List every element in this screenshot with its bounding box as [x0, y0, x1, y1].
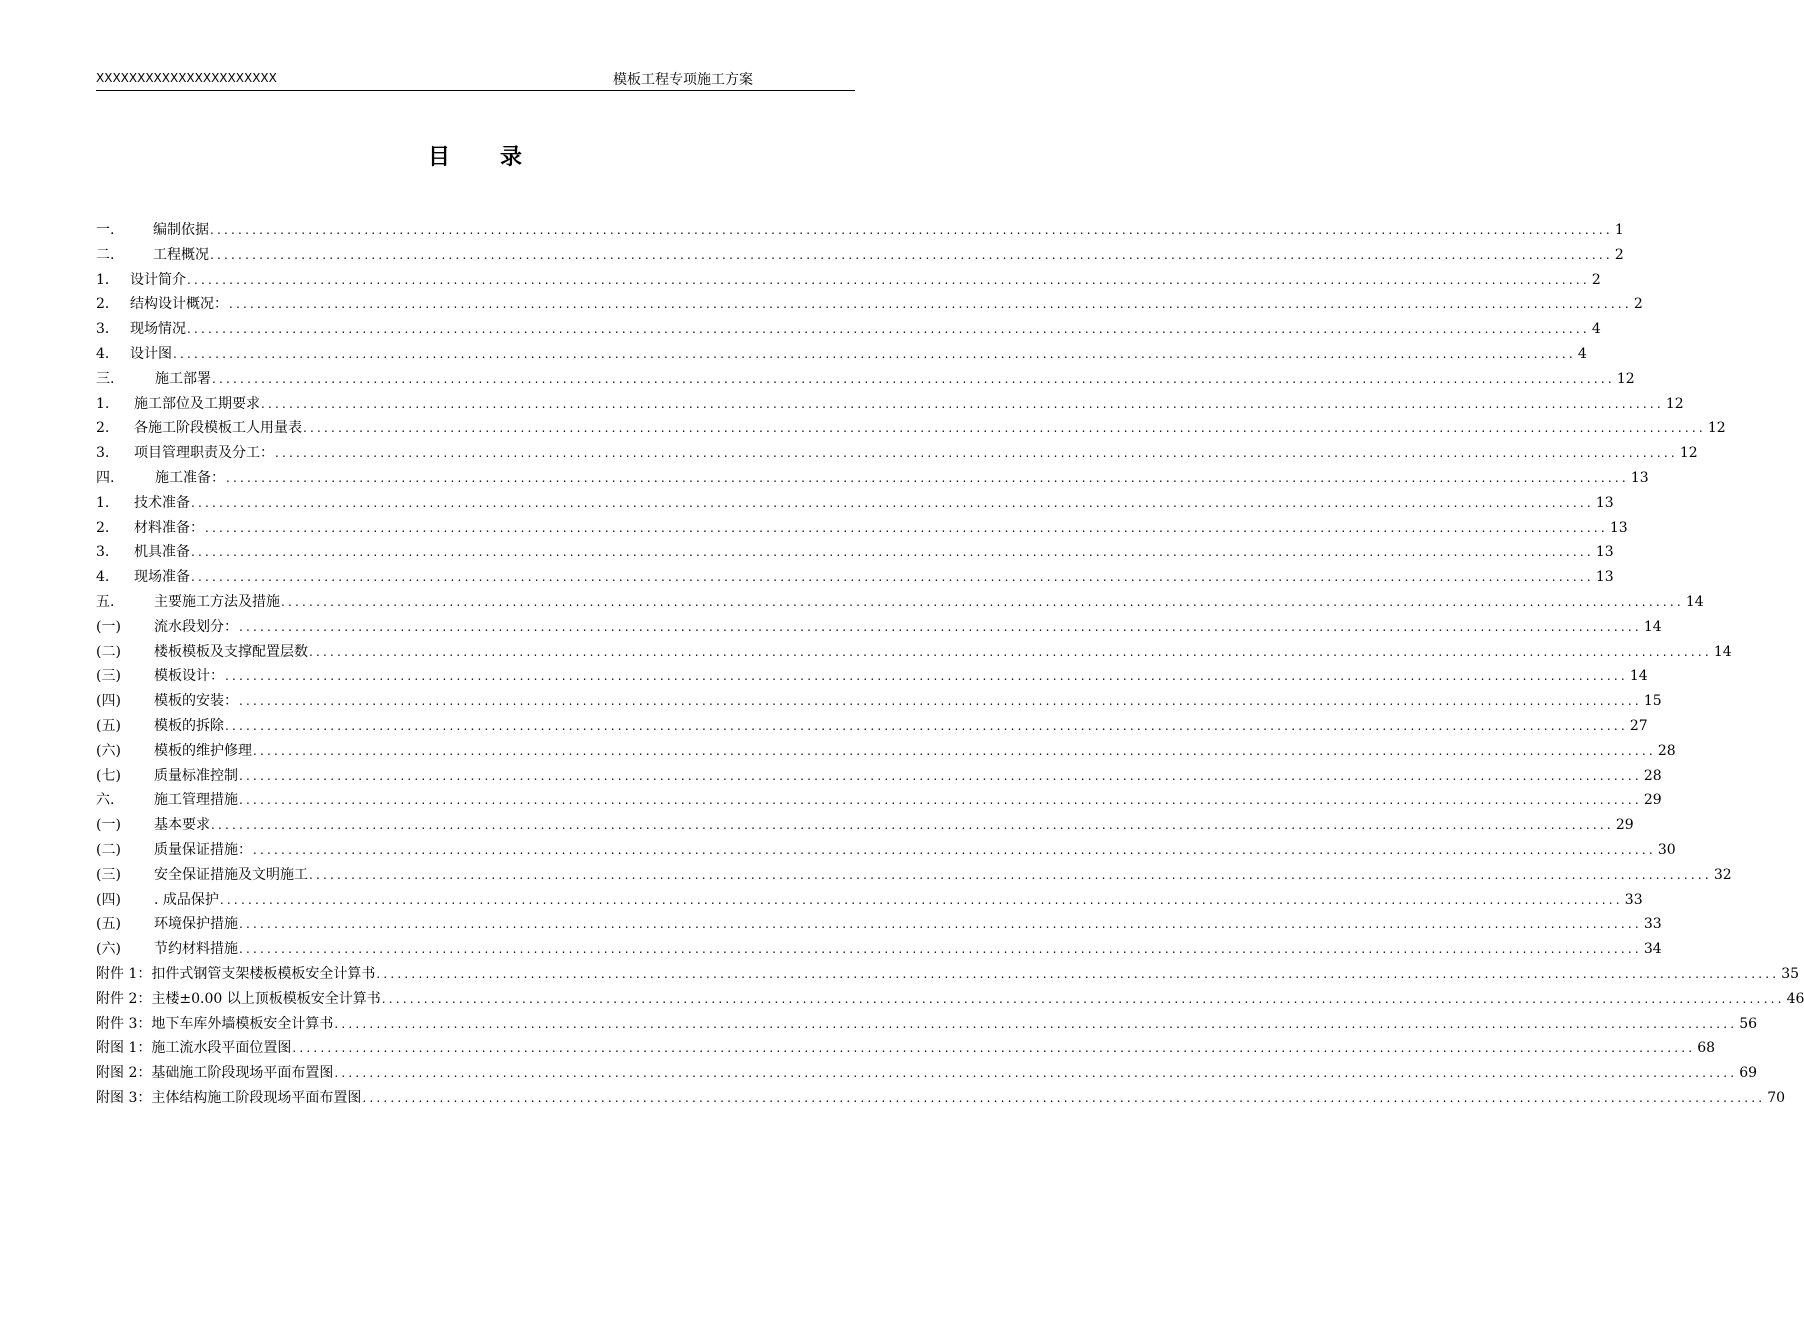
toc-leader-dots: ........................................................................................................................................................................................................ — [253, 743, 1656, 758]
toc-entry-page: 12 — [1665, 395, 1684, 412]
toc-entry-number: (五) — [96, 916, 121, 933]
toc-entry-page: 27 — [1629, 717, 1648, 734]
toc-entry-page: 13 — [1609, 519, 1628, 536]
toc-entry-page: 1 — [1614, 222, 1624, 238]
toc-entry-number: (四) — [96, 891, 121, 908]
toc-entry[interactable] — [96, 368, 1635, 393]
toc-leader-dots: ........................................................................................................................................................................................................ — [334, 1066, 1738, 1081]
toc-leader-dots: ........................................................................................................................................................................................................ — [239, 793, 1642, 808]
toc-entry-page: 4 — [1577, 345, 1587, 362]
toc-entry-number: (三) — [96, 668, 121, 685]
toc-entry[interactable] — [96, 343, 1587, 368]
toc-entry[interactable] — [96, 988, 1804, 1013]
toc-entry-number: (一) — [96, 817, 121, 834]
toc-leader-dots: ........................................................................................................................................................................................................ — [309, 644, 1712, 659]
toc-entry-page: 12 — [1679, 445, 1698, 462]
toc-entry[interactable] — [96, 690, 1662, 715]
toc-entry-label: 施工管理措施 — [154, 792, 238, 809]
toc-entry-label: 安全保证措施及文明施工 — [154, 866, 308, 883]
toc-leader-dots: ........................................................................................................................................................................................................ — [334, 1016, 1738, 1031]
toc-entry-number: 四. — [96, 469, 115, 486]
toc-leader-dots: ........................................................................................................................................................................................................ — [292, 1041, 1696, 1056]
toc-entry-label: 编制依据 — [153, 222, 209, 238]
toc-entry-page: 12 — [1707, 420, 1726, 437]
toc-leader-dots: ........................................................................................................................................................................................................ — [229, 297, 1632, 312]
toc-leader-dots: ........................................................................................................................................................................................................ — [225, 669, 1628, 684]
toc-entry-label: 附件 2：主楼±0.00 以上顶板模板安全计算书 — [96, 990, 381, 1007]
toc-entry-label: 施工准备： — [155, 469, 225, 486]
toc-leader-dots: ........................................................................................................................................................................................................ — [281, 594, 1684, 609]
toc-entry-page: 15 — [1643, 693, 1662, 710]
toc-entry[interactable] — [96, 963, 1800, 988]
toc-entry-page: 56 — [1739, 1015, 1758, 1032]
toc-entry-label: 质量标准控制 — [154, 767, 238, 784]
toc-entry-label: 附图 1：施工流水段平面位置图 — [96, 1040, 292, 1057]
toc-leader-dots: ........................................................................................................................................................................................................ — [187, 272, 1590, 287]
toc-entry-page: 29 — [1643, 792, 1662, 809]
table-of-contents — [96, 219, 1804, 1112]
toc-entry[interactable] — [96, 814, 1634, 839]
toc-entry-number: 五. — [96, 593, 115, 610]
toc-entry[interactable] — [96, 492, 1614, 517]
toc-entry-label: 各施工阶段模板工人用量表 — [134, 420, 302, 437]
toc-title: 目录 — [427, 145, 572, 170]
toc-entry-number: 2． — [96, 296, 119, 313]
toc-entry[interactable] — [96, 1037, 1716, 1062]
toc-entry[interactable] — [96, 591, 1704, 616]
toc-entry-number: 1． — [96, 271, 119, 288]
toc-entry[interactable] — [96, 913, 1662, 938]
toc-entry-number: 2. — [96, 420, 110, 437]
toc-entry-label: 楼板模板及支撑配置层数 — [154, 643, 308, 660]
toc-entry-page: 13 — [1595, 494, 1614, 511]
toc-entry-number: (三) — [96, 866, 121, 883]
toc-entry-label: 附图 3：主体结构施工阶段现场平面布置图 — [96, 1089, 362, 1106]
toc-entry-page: 13 — [1595, 569, 1614, 586]
toc-entry-page: 14 — [1685, 593, 1704, 610]
toc-leader-dots: ........................................................................................................................................................................................................ — [212, 371, 1615, 386]
toc-entry[interactable] — [96, 442, 1698, 467]
toc-leader-dots: ........................................................................................................................................................................................................ — [226, 470, 1629, 485]
toc-entry-page: 33 — [1624, 891, 1643, 908]
toc-leader-dots: ........................................................................................................................................................................................................ — [210, 223, 1613, 237]
toc-entry[interactable] — [96, 889, 1643, 914]
toc-entry[interactable] — [96, 219, 1624, 244]
toc-entry-number: 3． — [96, 321, 119, 338]
toc-entry[interactable] — [96, 566, 1614, 591]
toc-entry-label: 现场准备 — [134, 569, 190, 586]
toc-entry-page: 13 — [1630, 469, 1649, 486]
toc-entry-label: 模板的拆除 — [154, 717, 224, 734]
toc-entry-number: (五) — [96, 717, 121, 734]
toc-entry[interactable] — [96, 1013, 1758, 1038]
toc-entry[interactable] — [96, 789, 1662, 814]
toc-entry[interactable] — [96, 293, 1643, 318]
toc-leader-dots: ........................................................................................................................................................................................................ — [309, 867, 1712, 882]
toc-entry-label: 质量保证措施： — [154, 841, 252, 858]
toc-entry-number: 3. — [96, 544, 110, 561]
toc-leader-dots: ........................................................................................................................................................................................................ — [261, 396, 1664, 411]
toc-leader-dots: ........................................................................................................................................................................................................ — [191, 570, 1594, 585]
toc-leader-dots: ........................................................................................................................................................................................................ — [191, 545, 1594, 560]
toc-entry-page: 28 — [1643, 767, 1662, 784]
toc-leader-dots: ........................................................................................................................................................................................................ — [381, 991, 1785, 1006]
toc-entry-label: 现场情况 — [130, 321, 186, 338]
toc-entry[interactable] — [96, 393, 1684, 418]
toc-leader-dots: ........................................................................................................................................................................................................ — [239, 917, 1642, 932]
toc-leader-dots: ........................................................................................................................................................................................................ — [362, 1090, 1766, 1105]
toc-entry-label: 设计简介 — [130, 271, 186, 288]
toc-entry-label: 施工部署 — [155, 370, 211, 387]
toc-leader-dots: ........................................................................................................................................................................................................ — [275, 446, 1678, 461]
toc-entry[interactable] — [96, 616, 1662, 641]
toc-entry[interactable] — [96, 715, 1648, 740]
toc-entry-label: 模板设计： — [154, 668, 224, 685]
toc-entry-number: (七) — [96, 767, 121, 784]
toc-entry[interactable] — [96, 467, 1649, 492]
toc-entry-page: 32 — [1713, 866, 1732, 883]
toc-leader-dots: ........................................................................................................................................................................................................ — [239, 768, 1642, 783]
toc-leader-dots: ........................................................................................................................................................................................................ — [219, 892, 1623, 907]
toc-leader-dots: ........................................................................................................................................................................................................ — [376, 966, 1780, 981]
header-document-code: XXXXXXXXXXXXXXXXXXXXXX — [96, 71, 277, 85]
toc-entry-number: 2. — [96, 519, 110, 536]
toc-leader-dots: ........................................................................................................................................................................................................ — [187, 322, 1590, 337]
toc-entry-number: 4. — [96, 569, 110, 586]
toc-entry-page: 14 — [1713, 643, 1732, 660]
toc-entry-label: 环境保护措施 — [154, 916, 238, 933]
toc-entry-page: 46 — [1786, 990, 1804, 1007]
toc-entry[interactable] — [96, 740, 1676, 765]
toc-entry-label: 基本要求 — [154, 817, 210, 834]
toc-entry[interactable] — [96, 517, 1628, 542]
toc-entry-label: 工程概况 — [153, 246, 209, 263]
toc-leader-dots: ........................................................................................................................................................................................................ — [239, 694, 1642, 709]
toc-entry-label: 机具准备 — [134, 544, 190, 561]
toc-entry-label: 附件 1：扣件式钢管支架楼板模板安全计算书 — [96, 965, 376, 982]
toc-leader-dots: ........................................................................................................................................................................................................ — [225, 718, 1628, 733]
toc-entry[interactable] — [96, 938, 1662, 963]
toc-entry[interactable] — [96, 541, 1614, 566]
toc-entry-page: 34 — [1643, 941, 1662, 958]
toc-entry-label: 附件 3：地下车库外墙模板安全计算书 — [96, 1015, 334, 1032]
toc-entry-number: (六) — [96, 742, 121, 759]
toc-entry-label: 模板的维护修理 — [154, 742, 252, 759]
toc-entry-label: 流水段划分： — [154, 618, 238, 635]
toc-entry-number: 3. — [96, 445, 110, 462]
toc-entry-number: (一) — [96, 618, 121, 635]
toc-leader-dots: ........................................................................................................................................................................................................ — [205, 520, 1608, 535]
page-header — [96, 68, 855, 91]
toc-entry-label: 施工部位及工期要求 — [134, 395, 260, 412]
header-document-title: 模板工程专项施工方案 — [613, 72, 753, 88]
toc-entry[interactable] — [96, 417, 1726, 442]
toc-entry-page: 69 — [1739, 1065, 1758, 1082]
toc-entry-page: 4 — [1591, 321, 1601, 338]
toc-entry-number: 1. — [96, 395, 110, 412]
toc-entry[interactable] — [96, 1062, 1758, 1087]
toc-entry[interactable] — [96, 641, 1732, 666]
toc-entry-number: 1. — [96, 494, 110, 511]
toc-leader-dots: ........................................................................................................................................................................................................ — [253, 842, 1656, 857]
toc-entry-page: 68 — [1697, 1040, 1716, 1057]
toc-entry-label: 技术准备 — [134, 494, 190, 511]
toc-entry-page: 35 — [1781, 965, 1800, 982]
toc-entry[interactable] — [96, 269, 1601, 294]
toc-leader-dots: ........................................................................................................................................................................................................ — [303, 421, 1706, 436]
toc-entry-label: 节约材料措施 — [154, 941, 238, 958]
toc-entry-label: 结构设计概况： — [130, 296, 228, 313]
toc-entry-page: 70 — [1767, 1089, 1786, 1106]
toc-entry-label: 模板的安装： — [154, 693, 238, 710]
toc-entry[interactable] — [96, 665, 1648, 690]
toc-entry-page: 14 — [1629, 668, 1648, 685]
toc-entry-page: 12 — [1616, 370, 1635, 387]
toc-entry[interactable] — [96, 839, 1676, 864]
toc-entry-number: 六. — [96, 792, 115, 809]
toc-entry-page: 29 — [1615, 817, 1634, 834]
toc-leader-dots: ........................................................................................................................................................................................................ — [191, 495, 1594, 510]
toc-entry-page: 2 — [1614, 246, 1624, 263]
toc-entry[interactable] — [96, 1087, 1786, 1112]
toc-leader-dots: ........................................................................................................................................................................................................ — [239, 942, 1642, 957]
toc-entry[interactable] — [96, 244, 1624, 269]
toc-entry-label: 设计图 — [130, 345, 172, 362]
toc-leader-dots: ........................................................................................................................................................................................................ — [211, 818, 1614, 833]
toc-entry-page: 33 — [1643, 916, 1662, 933]
toc-entry-page: 14 — [1643, 618, 1662, 635]
toc-entry-page: 28 — [1657, 742, 1676, 759]
toc-entry[interactable] — [96, 318, 1601, 343]
toc-entry-page: 2 — [1633, 296, 1643, 313]
toc-entry-page: 13 — [1595, 544, 1614, 561]
toc-entry-label: . 成品保护 — [154, 891, 219, 908]
toc-leader-dots: ........................................................................................................................................................................................................ — [173, 346, 1576, 361]
toc-entry-number: (六) — [96, 941, 121, 958]
toc-entry-label: 材料准备： — [134, 519, 204, 536]
toc-entry-number: 二. — [96, 246, 115, 263]
toc-entry-number: (二) — [96, 643, 121, 660]
toc-entry-page: 30 — [1657, 841, 1676, 858]
toc-leader-dots: ........................................................................................................................................................................................................ — [239, 619, 1642, 634]
toc-entry-page: 2 — [1591, 271, 1601, 288]
toc-entry-number: (四) — [96, 693, 121, 710]
toc-entry[interactable] — [96, 864, 1732, 889]
toc-entry-label: 项目管理职责及分工： — [134, 445, 274, 462]
toc-entry-number: 4． — [96, 345, 119, 362]
toc-entry-number: 一. — [96, 222, 115, 238]
toc-entry-label: 附图 2：基础施工阶段现场平面布置图 — [96, 1065, 334, 1082]
toc-entry-number: (二) — [96, 841, 121, 858]
toc-entry[interactable] — [96, 765, 1662, 790]
toc-leader-dots: ........................................................................................................................................................................................................ — [210, 247, 1613, 262]
toc-entry-label: 主要施工方法及措施 — [154, 593, 280, 610]
toc-entry-number: 三. — [96, 370, 115, 387]
